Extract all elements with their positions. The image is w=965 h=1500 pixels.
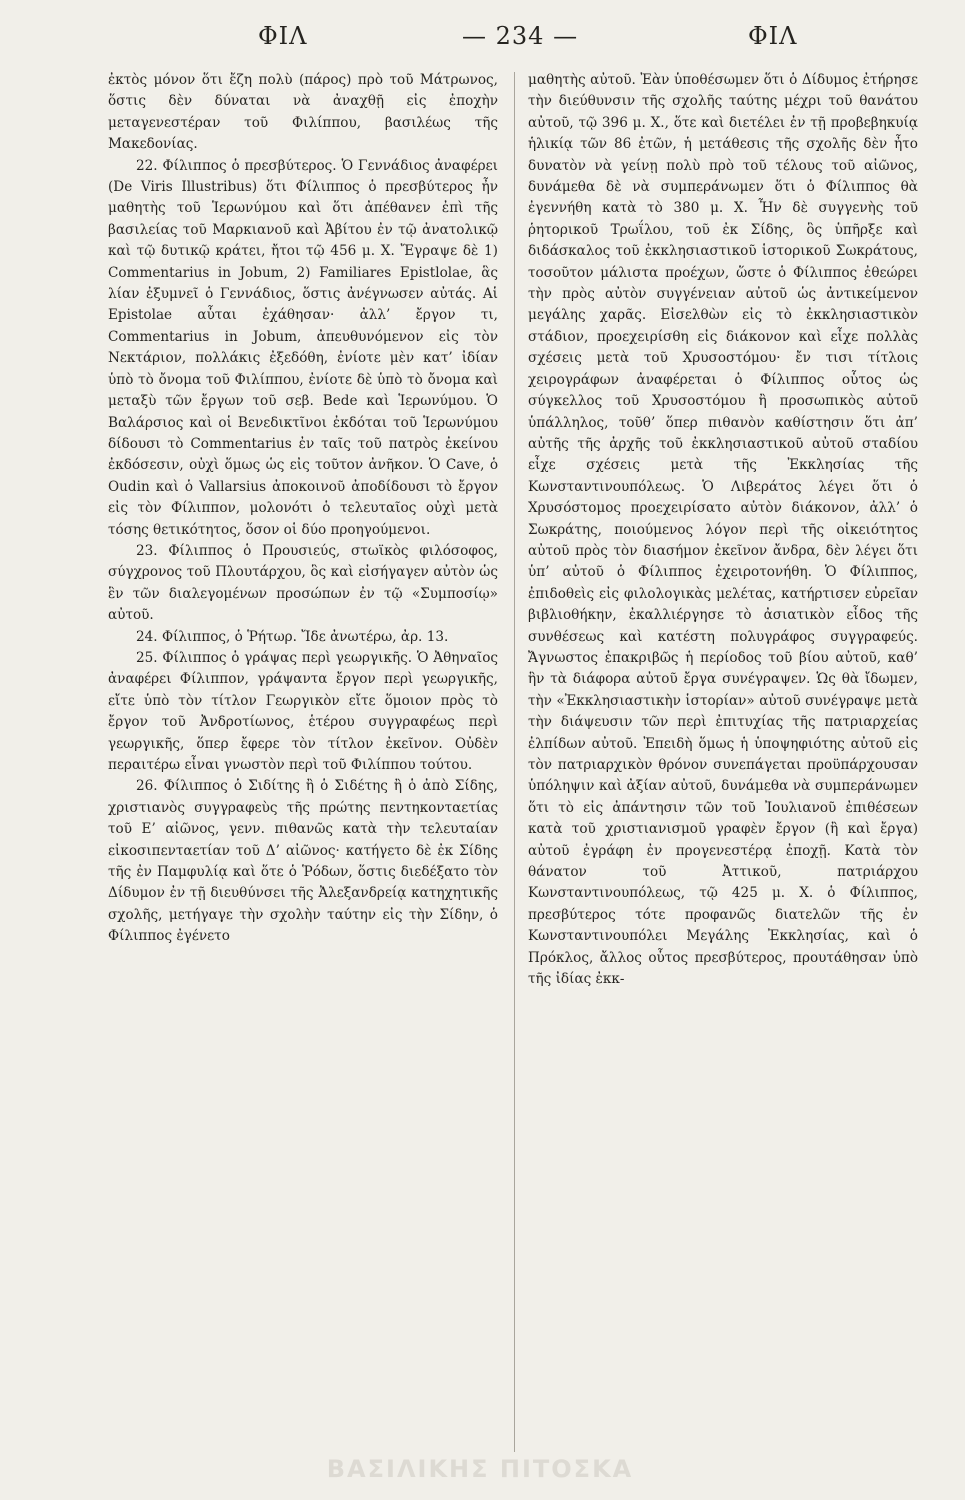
running-head <box>0 22 965 62</box>
running-head-left: ΦΙΛ <box>258 22 308 50</box>
entry-22: 22. Φίλιππος ὁ πρεσβύτερος. Ὁ Γεννάδιος ἀναφέρει (De Viris Illustribus) ὅτι Φίλιππος ὁ πρεσβύτερος ἦν μαθητὴς τοῦ Ἱερωνύμου καὶ ὅτι ἀπέθανεν ἐπὶ τῆς βασιλείας τοῦ Μαρκιανοῦ καὶ Ἀβίτου ἐν τῷ ἀνατολικῷ καὶ τῷ δυτικῷ κράτει, ἤτοι τῷ 456 μ. Χ. Ἔγραψε δὲ 1) Commentarius in Jobum, 2) Familiares Epistlolae, ἃς λίαν ἐξυμνεῖ ὁ Γεννάδιος, ὅστις ἀνέγνωσεν αὐτάς. Αἱ Epistolae αὗται ἐχάθησαν· ἀλλ’ ἔργον τι, Commentarius in Jobum, ἀπευθυνόμενον εἰς τὸν Νεκτάριον, πολλάκις ἐξεδόθη, ἐνίοτε μὲν κατ’ ἰδίαν ὑπὸ τὸ ὄνομα τοῦ Φιλίππου, ἐνίοτε δὲ ὑπὸ τὸ ὄνομα καὶ μεταξὺ τῶν ἔργων τοῦ σεβ. Bede καὶ Ἱερωνύμου. Ὁ Βαλάρσιος καὶ οἱ Βενεδικτῖνοι ἐκδόται τοῦ Ἱερωνύμου δίδουσι τὸ Commentarius ἐν ταῖς τοῦ πατρὸς ἐκείνου ἐκδόσεσιν, οὐχὶ ὅμως ὡς εἰς τοῦτον ἀνῆκον. Ὁ Cave, ὁ Oudin καὶ ὁ Vallarsius ἀποκοινοῦ ἀποδίδουσι τὸ ἔργον εἰς τὸν Φίλιππον, μολονότι ὁ τελευταῖος οὐχὶ μετὰ τόσης θετικότητος, ὅσον οἱ δύο προηγούμενοι. <box>108 157 498 538</box>
column-divider <box>514 72 515 1452</box>
right-column <box>528 70 918 990</box>
running-head-right: ΦΙΛ <box>748 22 798 50</box>
page-number: — 234 — <box>462 22 579 50</box>
left-column <box>108 70 498 948</box>
entry-26-continued: μαθητὴς αὐτοῦ. Ἐὰν ὑποθέσωμεν ὅτι ὁ Δίδυμος ἐτήρησε τὴν διεύθυνσιν τῆς σχολῆς ταύτης μέχρι τοῦ θανάτου αὐτοῦ, τῷ 396 μ. Χ., ὅτε καὶ διετέλει ἐν τῇ προβεβηκυίᾳ ἡλικίᾳ τῶν 86 ἐτῶν, ἡ μετάθεσις τῆς σχολῆς δὲν ἦτο δυνατὸν νὰ γείνῃ πολὺ πρὸ τοῦ τέλους τοῦ αἰῶνος, δυνάμεθα δὲ νὰ συμπεράνωμεν ὅτι ὁ Φίλιππος θὰ ἐγεννήθη κατὰ τὸ 380 μ. Χ. Ἦν δὲ συγγενὴς τοῦ ῥητορικοῦ Τρωΐλου, τοῦ ἐκ Σίδης, ὃς ὑπῆρξε καὶ διδάσκαλος τοῦ ἐκκλησιαστικοῦ ἱστορικοῦ Σωκράτους, τοσοῦτον μάλιστα προέχων, ὥστε ὁ Φίλιππος ἐθεώρει τὴν πρὸς αὐτὸν συγγένειαν αὐτοῦ ὡς ἀντικείμενον μεγάλης χαρᾶς. Εἰσελθὼν εἰς τὸ ἐκκλησιαστικὸν στάδιον, προεχειρίσθη εἰς διάκονον καὶ εἶχε πολλὰς σχέσεις μετὰ τοῦ Χρυσοστόμου· ἔν τισι τίτλοις χειρογράφων ἀναφέρεται ὁ Φίλιππος οὗτος ὡς σύγκελλος τοῦ Χρυσοστόμου ἢ προσωπικὸς αὐτοῦ ὑπάλληλος, τοῦθ’ ὅπερ πιθανὸν καθίστησιν ὅτι ἀπ’ αὐτῆς τῆς ἀρχῆς τοῦ ἐκκλησιαστικοῦ αὐτοῦ σταδίου εἶχε σχέσεις μετὰ τῆς Ἐκκλησίας τῆς Κωνσταντινουπόλεως. Ὁ Λιβεράτος λέγει ὅτι ὁ Χρυσόστομος προεχειρίσατο αὐτὸν διάκονον, ἀλλ’ ὁ Σωκράτης, ποιούμενος λόγον περὶ τῆς οἰκειότητος αὐτοῦ πρὸς τὸν διασήμον ἐκεῖνον ἄνδρα, δὲν λέγει ὅτι ὑπ’ αὐτοῦ ὁ Φίλιππος ἐχειροτονήθη. Ὁ Φίλιππος, ἐπιδοθεὶς εἰς φιλολογικὰς μελέτας, κατήρτισεν εὐρεῖαν βιβλιοθήκην, ἐκαλλιέργησε τὸ ἀσιατικὸν εἶδος τῆς συνθέσεως καὶ κατέστη πολυγράφος συγγραφεύς. Ἄγνωστος ἐπακριβῶς ἡ περίοδος τοῦ βίου αὐτοῦ, καθ’ ἣν τὰ διάφορα αὐτοῦ ἔργα συνέγραψεν. Ὡς θὰ ἴδωμεν, τὴν «Ἐκκλησιαστικὴν ἱστορίαν» αὐτοῦ συνέγραψε μετὰ τὴν διάψευσιν τῶν περὶ ἐπιτυχίας τῆς πατριαρχείας ἐλπίδων αὐτοῦ. Ἐπειδὴ ὅμως ἡ ὑποψηφιότης αὐτοῦ εἰς τὸν πατριαρχικὸν θρόνον συνεπάγεται προϋπάρχουσαν ὑπόληψιν καὶ ἀξίαν αὐτοῦ, δυνάμεθα νὰ συμπεράνωμεν ὅτι τὸ εἰς ἀπάντησιν τῶν τοῦ Ἰουλιανοῦ ἐπιθέσεων κατὰ τοῦ χριστιανισμοῦ γραφὲν ἔργον (ἢ καὶ ἔργα) αὐτοῦ ἐγράφη ἐν προγενεστέρᾳ ἐποχῇ. Κατὰ τὸν θάνατον τοῦ Ἀττικοῦ, πατριάρχου Κωνσταντινουπόλεως, τῷ 425 μ. Χ. ὁ Φίλιππος, πρεσβύτερος τότε προφανῶς διατελῶν τῆς ἐν Κωνσταντινουπόλει Μεγάλης Ἐκκλησίας, καὶ ὁ Πρόκλος, ἄλλος οὗτος πρεσβύτερος, προυτάθησαν ὑπὸ τῆς ἰδίας ἐκκ- <box>528 72 918 988</box>
entry-23: 23. Φίλιππος ὁ Προυσιεύς, στωϊκὸς φιλόσοφος, σύγχρονος τοῦ Πλουτάρχου, ὃς καὶ εἰσήγαγεν αὐτὸν ὡς ἓν τῶν διαλεγομένων προσώπων ἐν τῷ «Συμποσίῳ» αὐτοῦ. <box>108 542 498 624</box>
library-watermark: ΒΑΣΙΛΙΚΗΣ ΠΙΤΟΣΚΑ <box>326 1455 634 1483</box>
paragraph-continuation: ἐκτὸς μόνον ὅτι ἔζη πολὺ (πάρος) πρὸ τοῦ Μάτρωνος, ὅστις δὲν δύναται νὰ ἀναχθῇ εἰς ἐποχὴν μεταγενεστέραν τοῦ Φιλίππου, βασιλέως τῆς Μακεδονίας. <box>108 72 498 153</box>
entry-25: 25. Φίλιππος ὁ γράψας περὶ γεωργικῆς. Ὁ Ἀθηναῖος ἀναφέρει Φίλιππον, γράψαντα ἔργον περὶ γεωργικῆς, εἴτε ὑπὸ τὸν τίτλον Γεωργικὸν εἴτε ὅμοιον πρὸς τὸ ἔργον τοῦ Ἀνδροτίωνος, ἑτέρου συγγραφέως περὶ γεωργικῆς, ὅπερ ἔφερε τὸν τίτλον ἐκεῖνον. Οὐδὲν περαιτέρω εἶναι γνωστὸν περὶ τοῦ Φιλίππου τούτου. <box>108 649 498 773</box>
entry-24: 24. Φίλιππος, ὁ Ῥήτωρ. Ἴδε ἀνωτέρω, ἀρ. 13. <box>136 628 449 645</box>
entry-26: 26. Φίλιππος ὁ Σιδίτης ἢ ὁ Σιδέτης ἢ ὁ ἀπὸ Σίδης, χριστιανὸς συγγραφεὺς τῆς πρώτης πεντηκονταετίας τοῦ Ε’ αἰῶνος, γενν. πιθανῶς κατὰ τὴν τελευταίαν εἰκοσιπενταετίαν τοῦ Δ’ αἰῶνος· κατήγετο δὲ ἐκ Σίδης τῆς ἐν Παμφυλίᾳ καὶ ὅτε ὁ Ῥόδων, ὅστις διεδέξατο τὸν Δίδυμον ἐν τῇ διευθύνσει τῆς Ἀλεξανδρείᾳ κατηχητικῆς σχολῆς, μετήγαγε τὴν σχολὴν ταύτην εἰς τὴν Σίδην, ὁ Φίλιππος ἐγένετο <box>108 778 498 945</box>
